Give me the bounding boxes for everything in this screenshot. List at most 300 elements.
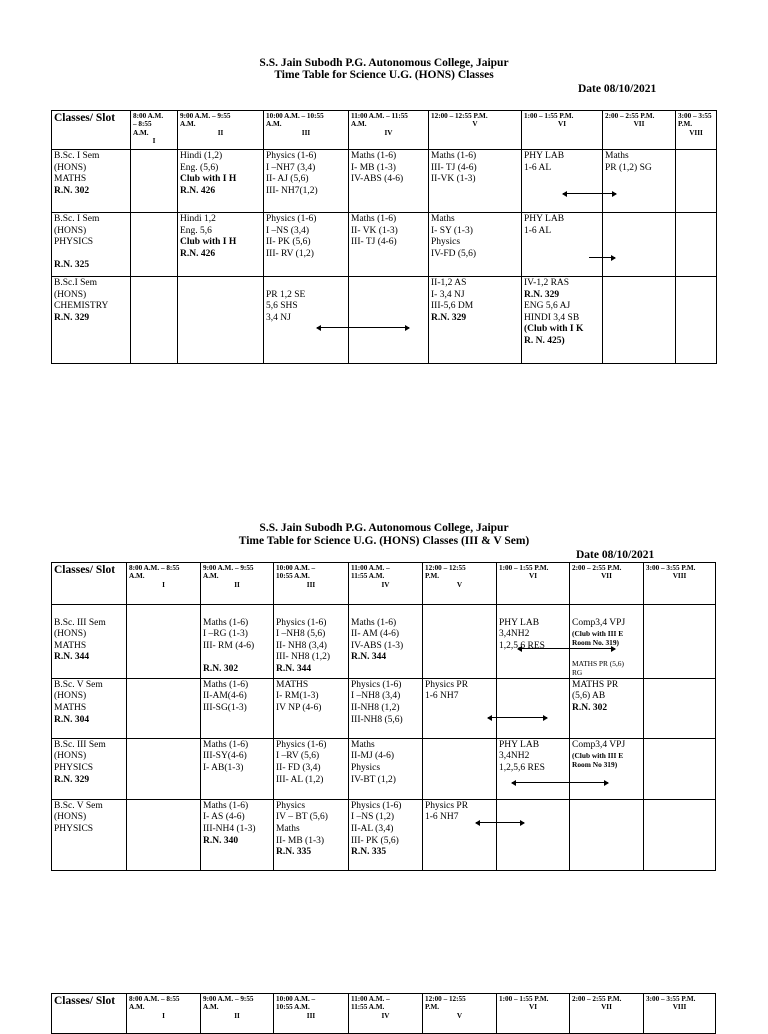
timetable-cell <box>349 150 429 213</box>
class-name-cell <box>52 213 131 277</box>
cell-text: III- RM (4-6) <box>203 640 255 651</box>
cell-text: Maths (1-6) <box>351 214 397 224</box>
row-bsc-1-chemistry <box>52 277 717 364</box>
header-text: A.M. <box>203 1003 219 1012</box>
timetable-cell <box>676 213 717 277</box>
cell-text: PHY LAB <box>524 151 565 161</box>
cell-text: II-AM(4-6) <box>203 691 247 702</box>
cell-text: Physics PR <box>425 679 469 690</box>
header-text: I <box>162 1011 165 1020</box>
timetable-cell <box>423 605 497 679</box>
cell-text: III- NH8 (1,2) <box>276 652 331 663</box>
cell-text: 1-6 AL <box>524 225 552 236</box>
cell-text: B.Sc. V Sem <box>54 800 103 811</box>
slot-header-4 <box>349 994 423 1034</box>
cell-text: II- MB (1-3) <box>276 835 325 846</box>
cell-text: MATHS <box>54 702 87 713</box>
slot-header-7 <box>570 563 644 605</box>
cell-text: R.N. 329 <box>54 774 90 785</box>
cell-text: Maths (1-6) <box>351 617 397 628</box>
cell-text: Room No 319) <box>572 760 618 770</box>
cell-text: (HONS) <box>54 629 87 640</box>
cell-text: Club with I H <box>180 237 237 248</box>
header-text: VII <box>601 572 612 581</box>
cell-text: II-1,2 AS <box>431 278 467 288</box>
header-text: III <box>306 580 316 589</box>
cell-text: I –NH8 (3,4) <box>351 691 401 702</box>
cell-text: 1-6 NH7 <box>425 691 459 702</box>
header-text: 8:00 A.M. – 8:55 <box>129 995 180 1003</box>
cell-text: I- MB (1-3) <box>351 162 396 173</box>
timetable-cell <box>522 277 603 364</box>
timetable-cell <box>603 277 676 364</box>
cell-text: I –NS (3,4) <box>266 225 310 236</box>
cell-text: Maths <box>351 739 375 750</box>
cell-text: PHYSICS <box>54 237 94 248</box>
header-text: 3:00 – 3:55 P.M. <box>646 995 696 1003</box>
header-text: VIII <box>689 128 703 137</box>
timetable-cell <box>644 738 716 799</box>
timetable-cell <box>676 150 717 213</box>
timetable-cell <box>127 738 201 799</box>
timetable-cell <box>497 738 570 799</box>
header-text: Classes/ Slot <box>54 995 116 1007</box>
cell-text: R.N. 329 <box>431 312 467 323</box>
header-text: V <box>456 580 463 589</box>
timetable-cell <box>423 678 497 738</box>
header-text: IV <box>384 128 393 137</box>
right-arrow-icon <box>589 257 615 258</box>
cell-text: Physics <box>351 762 381 773</box>
header-text: 10:55 A.M. <box>276 572 310 581</box>
cell-text: (HONS) <box>54 225 87 236</box>
slot-header-7 <box>603 111 676 150</box>
header-text: 2:00 – 2:55 P.M. <box>572 995 622 1003</box>
cell-text: PR 1,2 SE <box>266 289 306 300</box>
timetable-cell <box>178 150 264 213</box>
timetable-cell <box>127 605 201 679</box>
header-text: VIII <box>672 572 687 581</box>
timetable-cell <box>497 678 570 738</box>
timetable-date: Date 08/10/2021 <box>578 83 657 95</box>
header-text: VI <box>558 120 566 129</box>
slot-header-3 <box>274 563 349 605</box>
header-text: II <box>234 1011 240 1020</box>
timetable-cell <box>201 738 274 799</box>
header-text: 1:00 – 1:55 P.M. <box>499 564 549 572</box>
timetable-3 <box>51 993 716 1034</box>
cell-text: Physics PR <box>425 800 469 811</box>
timetable-cell <box>676 277 717 364</box>
row-bsc-1-physics <box>52 213 717 277</box>
cell-text: III- NH7(1,2) <box>266 185 318 196</box>
header-text: A.M. <box>180 120 196 129</box>
cell-text: I- 3,4 NJ <box>431 289 465 300</box>
timetable-cell <box>570 605 644 679</box>
cell-text: Physics (1-6) <box>351 679 402 690</box>
cell-text: PHYSICS <box>54 823 94 834</box>
cell-text: II- AM (4-6) <box>351 629 400 640</box>
cell-text: R.N. 426 <box>180 248 216 259</box>
timetable-cell <box>349 213 429 277</box>
header-text: IV <box>381 1011 390 1020</box>
cell-text: IV NP (4-6) <box>276 702 322 713</box>
timetable-cell <box>522 150 603 213</box>
cell-text: ENG 5,6 AJ <box>524 301 571 312</box>
cell-text: Hindi 1,2 <box>180 214 216 224</box>
header-text: VII <box>633 120 645 129</box>
cell-text: MATHS <box>54 640 87 651</box>
timetable-cell <box>127 799 201 870</box>
cell-text: 1-6 NH7 <box>425 812 459 823</box>
classes-slot-header <box>52 994 127 1034</box>
header-text: VI <box>529 1003 537 1012</box>
cell-text: R.N. 329 <box>54 312 90 323</box>
slot-header-2 <box>178 111 264 150</box>
cell-text: II-VK (1-3) <box>431 174 476 185</box>
header-text: VII <box>601 1003 612 1012</box>
cell-text: Maths (1-6) <box>203 739 249 750</box>
double-arrow-icon <box>563 193 616 194</box>
cell-text: III-5,6 DM <box>431 301 474 312</box>
slot-header-7 <box>570 994 644 1034</box>
header-text: 8:00 A.M. – 8:55 <box>129 564 180 572</box>
cell-text <box>54 249 128 261</box>
cell-text: PR (1,2) SG <box>605 162 652 173</box>
header-text: A.M. <box>266 120 282 129</box>
timetable-cell <box>429 150 522 213</box>
header-text: A.M. <box>351 120 367 129</box>
cell-text: II- AJ (5,6) <box>266 174 309 185</box>
timetable-cell <box>131 277 178 364</box>
slot-header-8 <box>644 563 716 605</box>
timetable-cell <box>570 738 644 799</box>
cell-text: (Club with I K <box>524 324 584 335</box>
college-title: S.S. Jain Subodh P.G. Autonomous College, Jaipur <box>259 57 509 69</box>
cell-text: Club with I H <box>180 174 237 185</box>
timetable-cell <box>127 678 201 738</box>
slot-header-2 <box>201 994 274 1034</box>
slot-header-2 <box>201 563 274 605</box>
cell-text: Physics (1-6) <box>266 214 317 224</box>
timetable-cell <box>201 605 274 679</box>
slot-header-5 <box>429 111 522 150</box>
double-arrow-icon <box>518 648 615 649</box>
cell-text: III- RV (1,2) <box>266 248 314 259</box>
cell-text: (Club with III E <box>572 751 624 761</box>
timetable-cell <box>264 213 349 277</box>
cell-text: R.N. 325 <box>54 260 90 271</box>
timetable-cell <box>644 678 716 738</box>
header-text: 11:00 A.M. – <box>351 995 390 1003</box>
cell-text: IV-FD (5,6) <box>431 248 477 259</box>
header-text: P.M. <box>678 120 693 129</box>
timetable-cell <box>349 799 423 870</box>
cell-text: Eng. 5,6 <box>180 225 212 236</box>
cell-text: Maths (1-6) <box>351 151 397 161</box>
timetable-subtitle: Time Table for Science U.G. (HONS) Classes <box>274 69 494 81</box>
timetable-cell <box>178 277 264 364</box>
row-bsc-1-maths <box>52 150 717 213</box>
cell-text: R.N. 344 <box>351 652 387 663</box>
header-text: 11:00 A.M. – 11:55 <box>351 112 408 120</box>
header-text: P.M. <box>425 572 440 581</box>
timetable-cell <box>644 605 716 679</box>
cell-text: B.Sc. I Sem <box>54 151 100 161</box>
timetable-cell <box>570 799 644 870</box>
header-text: VI <box>529 572 537 581</box>
slot-header-1 <box>127 994 201 1034</box>
header-text: I <box>152 137 156 146</box>
cell-text: B.Sc. I Sem <box>54 214 100 224</box>
cell-text: IV-ABS (1-3) <box>351 640 404 651</box>
cell-text: 1-6 AL <box>524 162 552 173</box>
cell-text: B.Sc.I Sem <box>54 278 98 288</box>
cell-text: MATHS PR (5,6) <box>572 658 624 668</box>
double-arrow-icon <box>476 822 524 823</box>
header-text: I <box>162 580 165 589</box>
cell-text: Room No. 319) <box>572 638 620 648</box>
header-text: 10:00 A.M. – 10:55 <box>266 112 324 120</box>
cell-text: II- VK (1-3) <box>351 225 398 236</box>
header-text: III <box>301 128 311 137</box>
header-row <box>52 563 716 605</box>
header-text: Classes/ Slot <box>54 564 116 576</box>
slot-header-3 <box>274 994 349 1034</box>
header-text: 10:00 A.M. – <box>276 564 316 572</box>
cell-text: 5,6 SHS <box>266 301 298 312</box>
cell-text: R.N. 304 <box>54 714 90 725</box>
timetable-cell <box>274 799 349 870</box>
cell-text: I –NH8 (5,6) <box>276 629 326 640</box>
cell-text: MATHS <box>54 174 87 185</box>
header-text: 12:00 – 12:55 P.M. <box>431 112 488 120</box>
cell-text: R.N. 329 <box>524 289 560 300</box>
cell-text: (HONS) <box>54 812 87 823</box>
cell-text: II- NH8 (3,4) <box>276 640 327 651</box>
cell-text: III-SY(4-6) <box>203 751 247 762</box>
cell-text: (HONS) <box>54 751 87 762</box>
header-text: 11:55 A.M. <box>351 1003 385 1012</box>
cell-text: I- SY (1-3) <box>431 225 473 236</box>
header-text: 11:00 A.M. – <box>351 564 390 572</box>
cell-text <box>54 606 124 618</box>
timetable-cell <box>201 678 274 738</box>
cell-text: B.Sc. V Sem <box>54 679 103 690</box>
classes-slot-header <box>52 111 131 150</box>
cell-text: PHY LAB <box>524 214 565 224</box>
slot-header-3 <box>264 111 349 150</box>
timetable-cell <box>497 799 570 870</box>
row-bsc-5-maths <box>52 678 716 738</box>
header-text: 1:00 – 1:55 P.M. <box>524 112 574 120</box>
cell-text: R.N. 335 <box>351 847 387 858</box>
timetable-cell <box>349 678 423 738</box>
cell-text: R. N. 425) <box>524 335 565 346</box>
cell-text: III-NH8 (5,6) <box>351 714 403 725</box>
header-text: 11:55 A.M. <box>351 572 385 581</box>
header-text: A.M. <box>203 572 219 581</box>
cell-text: B.Sc. III Sem <box>54 739 106 750</box>
header-text: IV <box>381 580 390 589</box>
cell-text: III- TJ (4-6) <box>351 237 397 248</box>
class-name-cell <box>52 678 127 738</box>
cell-text: II-NH8 (1,2) <box>351 702 400 713</box>
timetable-date-2: Date 08/10/2021 <box>576 549 655 561</box>
header-text: A.M. <box>129 572 145 581</box>
timetable-cell <box>349 738 423 799</box>
cell-text: (HONS) <box>54 162 87 173</box>
cell-text: R.N. 426 <box>180 185 216 196</box>
cell-text: R.N. 344 <box>276 663 312 674</box>
timetable-cell <box>201 799 274 870</box>
timetable-cell <box>429 213 522 277</box>
timetable-cell <box>522 213 603 277</box>
header-text: 12:00 – 12:55 <box>425 564 466 572</box>
cell-text: Physics (1-6) <box>276 739 327 750</box>
timetable-cell <box>603 213 676 277</box>
classes-slot-header <box>52 563 127 605</box>
cell-text: I- RM(1-3) <box>276 691 319 702</box>
cell-text: (HONS) <box>54 691 87 702</box>
timetable-cell <box>423 799 497 870</box>
header-text: P.M. <box>425 1003 440 1012</box>
row-bsc-3-physics <box>52 738 716 799</box>
class-name-cell <box>52 277 131 364</box>
timetable-2 <box>51 562 716 871</box>
header-text: 9:00 A.M. – 9:55 <box>203 995 254 1003</box>
cell-text: 1,2,5,6 RES <box>499 640 545 651</box>
timetable-subtitle-2: Time Table for Science U.G. (HONS) Classes (III & V Sem) <box>238 535 530 547</box>
cell-text: Physics <box>276 800 306 811</box>
cell-text <box>572 606 641 618</box>
cell-text: R.N. 335 <box>276 847 312 858</box>
timetable-cell <box>497 605 570 679</box>
timetable-cell <box>274 605 349 679</box>
slot-header-5 <box>423 563 497 605</box>
header-text: 9:00 A.M. – 9:55 <box>203 564 254 572</box>
cell-text: I- AB(1-3) <box>203 762 244 773</box>
slot-header-8 <box>676 111 717 150</box>
timetable-cell <box>349 277 429 364</box>
timetable-cell <box>570 678 644 738</box>
cell-text: I- AS (4-6) <box>203 812 245 823</box>
header-row <box>52 111 717 150</box>
slot-header-6 <box>497 563 570 605</box>
header-text: – 8:55 <box>133 120 152 129</box>
header-text: 12:00 – 12:55 <box>425 995 466 1003</box>
timetable-1 <box>51 110 717 364</box>
cell-text: Physics (1-6) <box>266 151 317 161</box>
cell-text: MATHS <box>276 679 309 690</box>
cell-text: (Club with III E <box>572 629 624 639</box>
header-text: 2:00 – 2:55 P.M. <box>605 112 655 120</box>
slot-header-6 <box>522 111 603 150</box>
cell-text: CHEMISTRY <box>54 301 109 312</box>
cell-text: PHY LAB <box>499 617 540 628</box>
cell-text: R.N. 344 <box>54 652 90 663</box>
cell-text: 3,4NH2 <box>499 629 530 640</box>
cell-text: Physics <box>431 237 461 248</box>
header-text: II <box>234 580 240 589</box>
cell-text: IV-1,2 RAS <box>524 278 570 288</box>
header-text: 10:55 A.M. <box>276 1003 310 1012</box>
cell-text: Physics (1-6) <box>276 617 327 628</box>
slot-header-6 <box>497 994 570 1034</box>
header-text: III <box>306 1011 316 1020</box>
cell-text: R.N. 340 <box>203 835 239 846</box>
timetable-cell <box>644 799 716 870</box>
class-name-cell <box>52 738 127 799</box>
header-text: 10:00 A.M. – <box>276 995 316 1003</box>
cell-text: 1,2,5,6 RES <box>499 762 545 773</box>
timetable-cell <box>264 277 349 364</box>
header-text: VIII <box>672 1003 687 1012</box>
cell-text: R.N. 302 <box>572 702 608 713</box>
cell-text: III- AL (1,2) <box>276 774 324 785</box>
cell-text: III-SG(1-3) <box>203 702 247 713</box>
cell-text: Maths (1-6) <box>203 617 249 628</box>
cell-text: Hindi (1,2) <box>180 151 223 161</box>
cell-text: Maths (1-6) <box>203 800 249 811</box>
header-text: V <box>472 120 478 129</box>
header-text: 3:00 – 3:55 P.M. <box>646 564 696 572</box>
class-name-cell <box>52 605 127 679</box>
double-arrow-icon <box>488 717 547 718</box>
cell-text: III-NH4 (1-3) <box>203 823 256 834</box>
cell-text: Maths <box>431 214 455 224</box>
class-name-cell <box>52 799 127 870</box>
cell-text <box>203 652 271 664</box>
timetable-cell <box>274 678 349 738</box>
cell-text: I –RV (5,6) <box>276 751 320 762</box>
header-text: 2:00 – 2:55 P.M. <box>572 564 622 572</box>
class-name-cell <box>52 150 131 213</box>
timetable-cell <box>429 277 522 364</box>
header-row <box>52 994 716 1034</box>
cell-text: I –RG (1-3) <box>203 629 248 640</box>
cell-text: 3,4 NJ <box>266 312 291 323</box>
cell-text: Physics (1-6) <box>351 800 402 811</box>
timetable-cell <box>423 738 497 799</box>
row-bsc-3-maths <box>52 605 716 679</box>
cell-text: II-MJ (4-6) <box>351 751 395 762</box>
cell-text: R.N. 302 <box>203 663 239 674</box>
cell-text: PHYSICS <box>54 762 94 773</box>
cell-text: B.Sc. III Sem <box>54 617 106 628</box>
cell-text <box>276 606 346 618</box>
header-text: 1:00 – 1:55 P.M. <box>499 995 549 1003</box>
timetable-cell <box>131 150 178 213</box>
cell-text: Maths (1-6) <box>203 679 249 690</box>
slot-header-8 <box>644 994 716 1034</box>
double-arrow-icon <box>512 782 608 783</box>
cell-text: (HONS) <box>54 289 87 300</box>
cell-text: Comp3,4 VPJ <box>572 739 626 750</box>
timetable-cell <box>349 605 423 679</box>
header-text: 3:00 – 3:55 <box>678 112 712 120</box>
slot-header-1 <box>131 111 178 150</box>
cell-text <box>351 606 420 618</box>
cell-text: Maths <box>276 823 300 834</box>
double-arrow-icon <box>317 327 409 328</box>
timetable-cell <box>274 738 349 799</box>
header-text: Classes/ Slot <box>54 112 116 124</box>
header-text: 8:00 A.M. <box>133 112 164 120</box>
slot-header-5 <box>423 994 497 1034</box>
cell-text: R.N. 302 <box>54 185 90 196</box>
cell-text: Comp3,4 VPJ <box>572 617 626 628</box>
